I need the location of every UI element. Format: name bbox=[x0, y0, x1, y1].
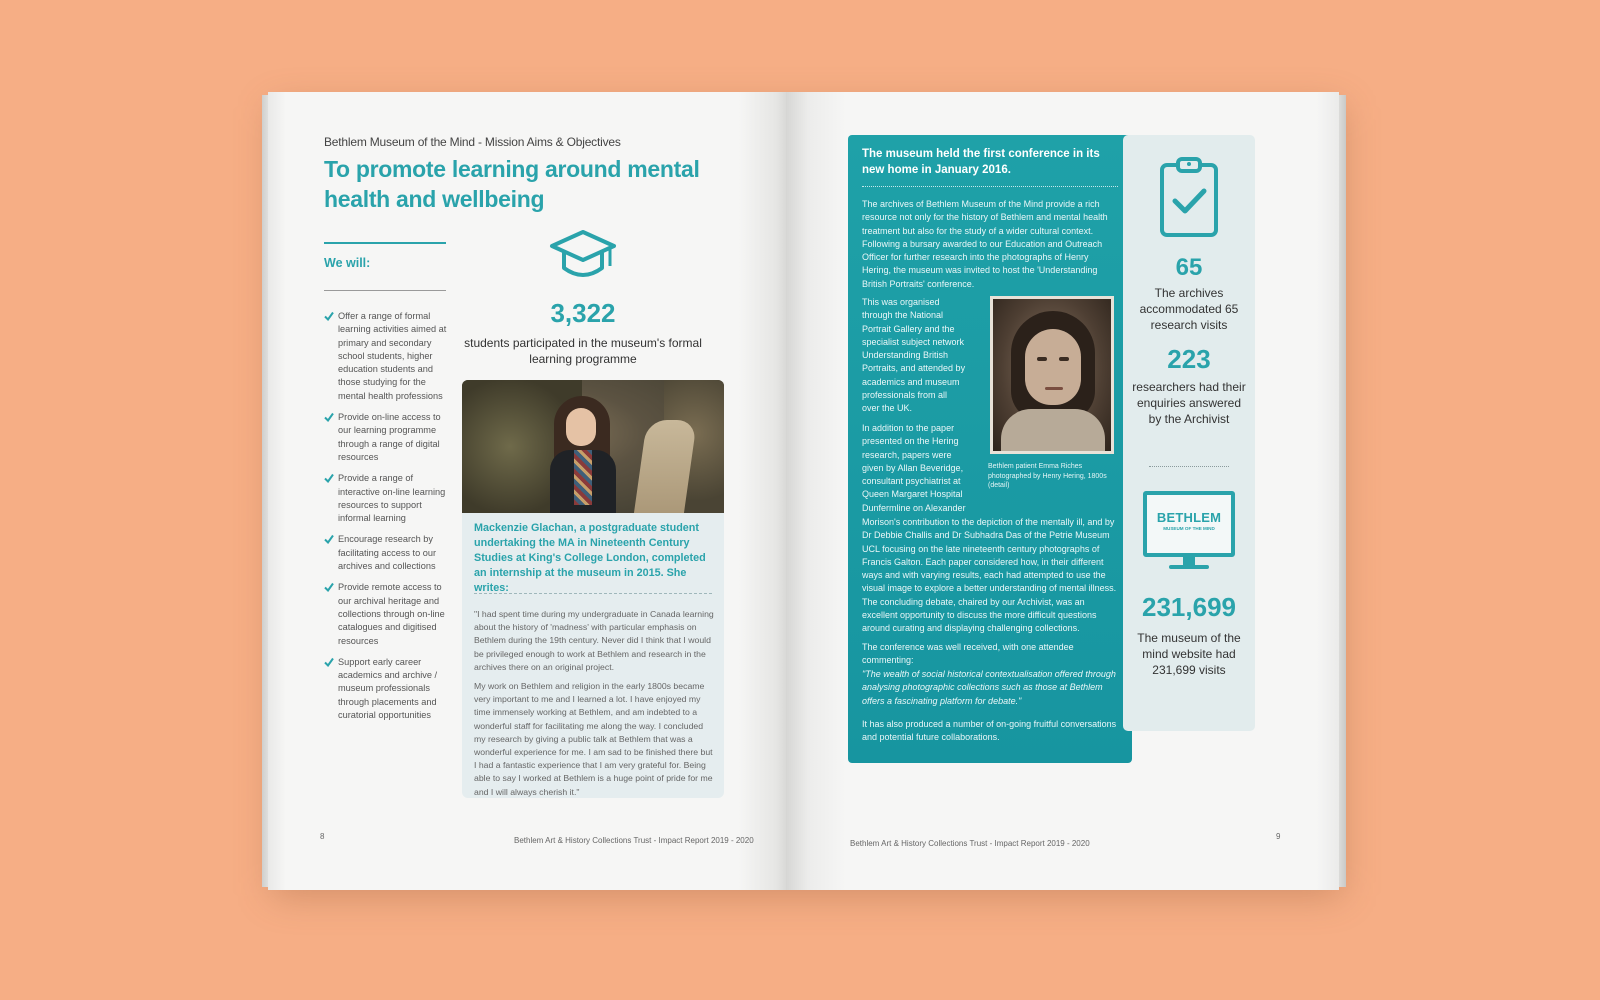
footer-right: Bethlem Art & History Collections Trust - Impact Report 2019 - 2020 bbox=[850, 839, 1090, 848]
panel-paragraph-4: Morison's contribution to the depiction of the mentally ill, and by Dr Debbie Challis and Dr Subhadra Das of the Petrie Museum UCL focusing on the late nineteenth century photographs of Francis Galton. Each paper considered how, in their different ways and with varying results, each had attempted to use the visual image to explore a better understanding of mental illness. The concluding debate, chaired by our Archivist, was an excellent opportunity to discuss the more difficult questions around curating and displaying challenging collections. bbox=[862, 517, 1117, 634]
profile-intro: Mackenzie Glachan, a postgraduate student undertaking the MA in Nineteenth Century Studies at King's College London, completed an internship at the museum in 2015. She writes: bbox=[474, 522, 706, 594]
check-icon bbox=[324, 534, 334, 544]
footer-left: Bethlem Art & History Collections Trust - Impact Report 2019 - 2020 bbox=[514, 836, 754, 845]
objective-text: Provide on-line access to our learning programme through a range of digital resources bbox=[338, 412, 441, 462]
portrait-caption: Bethlem patient Emma Riches photographed by Henry Hering, 1800s (detail) bbox=[988, 463, 1107, 489]
clipboard-check-icon bbox=[1158, 155, 1220, 239]
page-title: To promote learning around mental health and wellbeing bbox=[324, 156, 700, 212]
patient-portrait bbox=[990, 296, 1114, 454]
website-visits-value: 231,699 bbox=[1142, 592, 1236, 622]
attendee-quote: "The wealth of social historical contextualisation offered through analysing photographic collections such as those at Bethlem offers a fascinating platform for debate." bbox=[862, 669, 1116, 706]
panel-paragraph-6: It has also produced a number of on-going fruitful conversations and potential future collaborations. bbox=[862, 719, 1117, 743]
panel-paragraph-2: This was organised through the National Portrait Gallery and the specialist subject network Understanding British Portraits, and attended by academics and museum professionals from all over the UK. bbox=[862, 297, 966, 414]
page-number-left: 8 bbox=[320, 832, 325, 841]
list-item bbox=[324, 310, 448, 403]
research-visits-caption: The archives accommodated 65 research visits bbox=[1139, 286, 1239, 332]
monitor-icon bbox=[1143, 491, 1235, 575]
quote-paragraph-2: My work on Bethlem and religion in the early 1800s became very important to me and I learned a lot. I have enjoyed my time immensely working at Bethlem, and am indebted to a wonderful staff for facilitating me along the way. I concluded my research by giving a public talk at Bethlem that was a wonderful experience for me. I am sad to be finished there but I had a fantastic experience that I am very grateful for. Being able to say I worked at Bethlem is a huge point of pride for me and I will always cherish it." bbox=[474, 681, 713, 797]
objective-text: Provide remote access to our archival heritage and collections through on-line catalogues and digitised resources bbox=[338, 582, 445, 646]
website-logo bbox=[1143, 491, 1235, 557]
list-item bbox=[324, 656, 448, 722]
objective-text: Offer a range of formal learning activities aimed at primary and secondary school students, higher education students and those studying for the mental health professions bbox=[338, 311, 447, 401]
website-visits-caption: The museum of the mind website had 231,699 visits bbox=[1137, 631, 1241, 677]
check-icon bbox=[324, 412, 334, 422]
left-page bbox=[268, 92, 786, 890]
enquiries-value: 223 bbox=[1167, 344, 1211, 374]
card-divider bbox=[474, 593, 712, 594]
check-icon bbox=[324, 582, 334, 592]
page-number-right: 9 bbox=[1276, 832, 1281, 841]
check-icon bbox=[324, 311, 334, 321]
logo-subtitle: MUSEUM OF THE MIND bbox=[1163, 526, 1215, 531]
objective-text: Provide a range of interactive on-line learning resources to support informal learning bbox=[338, 473, 446, 524]
student-photo bbox=[462, 380, 724, 513]
objectives-list bbox=[324, 310, 448, 730]
panel-paragraph-5: The conference was well received, with one attendee commenting: bbox=[862, 642, 1074, 666]
we-will-rule bbox=[324, 290, 446, 291]
quote-paragraph-1: "I had spent time during my undergraduate in Canada learning about the history of 'madness' with particular emphasis on Bethlem during the 19th century. Never did I think that I would be privileged enough to work at Bethlem and research in the archives there on an original project. bbox=[474, 609, 714, 672]
panel-divider bbox=[862, 186, 1118, 187]
list-item bbox=[324, 533, 448, 573]
objective-text: Support early career academics and archive / museum professionals through placements and curatorial opportunities bbox=[338, 656, 438, 721]
list-item bbox=[324, 411, 448, 464]
logo-title: BETHLEM bbox=[1156, 510, 1222, 525]
stats-panel bbox=[1123, 135, 1255, 731]
panel-paragraph-3: In addition to the paper presented on the Hering research, papers were given by Allan Beveridge, consultant psychiatrist at Queen Margaret Hospital Dunfermline on Alexander bbox=[862, 423, 966, 513]
check-icon bbox=[324, 657, 334, 667]
title-rule bbox=[324, 242, 446, 244]
research-visits-value: 65 bbox=[1175, 254, 1203, 281]
graduation-cap-icon bbox=[548, 228, 618, 288]
stats-divider bbox=[1149, 466, 1229, 467]
students-stat-caption: students participated in the museum's formal learning programme bbox=[464, 336, 702, 366]
list-item bbox=[324, 581, 448, 647]
students-stat-value: 3,322 bbox=[550, 298, 616, 328]
panel-paragraph-1: The archives of Bethlem Museum of the Mind provide a rich resource not only for the history of Bethlem and mental health treatment but also for the study of a wider cultural context. Following a bursary awarded to our Education and Outreach Officer for further research into the photographs of Henry Hering, the museum was invited to host the 'Understanding British Portraits' conference. bbox=[862, 199, 1108, 289]
profile-card bbox=[462, 380, 724, 798]
right-page bbox=[786, 92, 1339, 890]
list-item bbox=[324, 472, 448, 525]
running-head: Bethlem Museum of the Mind - Mission Aims & Objectives bbox=[324, 135, 621, 149]
check-icon bbox=[324, 473, 334, 483]
panel-heading: The museum held the first conference in its new home in January 2016. bbox=[862, 148, 1100, 176]
we-will-label: We will: bbox=[324, 256, 371, 270]
enquiries-caption: researchers had their enquiries answered by the Archivist bbox=[1132, 380, 1246, 426]
conference-panel bbox=[848, 135, 1132, 763]
objective-text: Encourage research by facilitating access to our archives and collections bbox=[338, 534, 437, 572]
